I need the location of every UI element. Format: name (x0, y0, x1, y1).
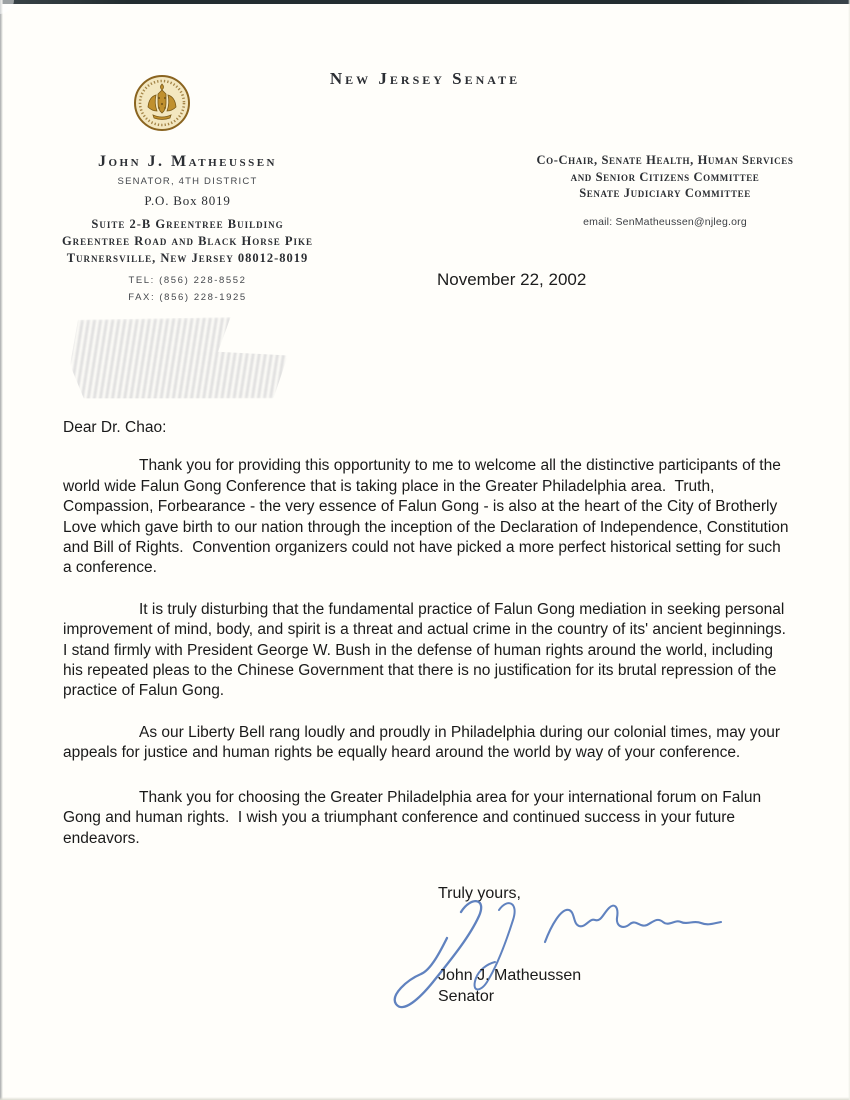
sender-phone (35, 272, 340, 306)
sender-address (35, 216, 340, 267)
committee-line3: Senate Judiciary Committee (579, 186, 751, 200)
sender-title: SENATOR, 4TH DISTRICT (117, 176, 258, 187)
signature-title: Senator (438, 987, 495, 1005)
signature-name: John J. Matheussen (438, 967, 582, 984)
paragraph-1: Thank you for providing this opportunity to me to welcome all the distinctive participants of the world wide Falun Gong Conference that is taking place in the Greater Philadelphia area. Truth, Compassion, Forbearance - the very essence of Falun Gong - is also at the heart of the City of Brotherly Love which gave birth to our nation through the inception of the Declaration of Independence, Constitution and Bill of Rights. Convention organizers could not have picked a more perfect historical setting for such a conference. (63, 457, 793, 577)
sender-block (35, 153, 340, 306)
sender-fax: FAX: (856) 228-1925 (128, 292, 247, 303)
sender-name: John J. Matheussen (98, 153, 277, 170)
committee-line1: Co-Chair, Senate Health, Human Services (536, 153, 794, 167)
salutation: Dear Dr. Chao: (63, 419, 167, 436)
committee-line2: and Senior Citizens Committee (570, 169, 760, 184)
redacted-address-smudge (69, 316, 288, 402)
paragraph-4: Thank you for choosing the Greater Philadelphia area for your international forum on Falun Gong and human rights. I wish you a triumphant conference and continued success in your future endeavors. (63, 788, 766, 847)
sender-address-line3: Turnersville, New Jersey 08012-8019 (66, 251, 309, 265)
paragraph-2: It is truly disturbing that the fundamental practice of Falun Gong mediation in seeking personal improvement of mind, body, and spirit is a threat and actual crime in the country of its' ancient beginnings. I stand firmly with President George W. Bush in the defense of human rights around the world, including his repeated pleas to the Chinese Government that there is no justification for its brutal repression of the practice of Falun Gong. (63, 600, 795, 700)
sender-address-line2: Greentree Road and Black Horse Pike (61, 234, 314, 248)
letter-body (63, 418, 795, 873)
scan-edge-left (0, 0, 3, 1100)
nj-state-seal-icon (132, 73, 192, 133)
letter-date: November 22, 2002 (437, 270, 587, 289)
closing: Truly yours, (438, 885, 521, 902)
scan-edge-top (0, 0, 850, 4)
org-title: New Jersey Senate (329, 69, 521, 88)
signature-block (438, 966, 581, 1007)
sender-po-box: P.O. Box 8019 (144, 193, 231, 208)
scan-corner-top-left (0, 0, 14, 14)
sender-address-line1: Suite 2-B Greentree Building (91, 217, 284, 231)
sender-tel: TEL: (856) 228-8552 (128, 275, 247, 286)
committee-block (505, 152, 825, 230)
sender-email: email: SenMatheussen@njleg.org (583, 215, 747, 228)
paragraph-3: As our Liberty Bell rang loudly and proudly in Philadelphia during our colonial times, may your appeals for justice and human rights be equally heard around the world by way of your conference. (63, 723, 785, 762)
